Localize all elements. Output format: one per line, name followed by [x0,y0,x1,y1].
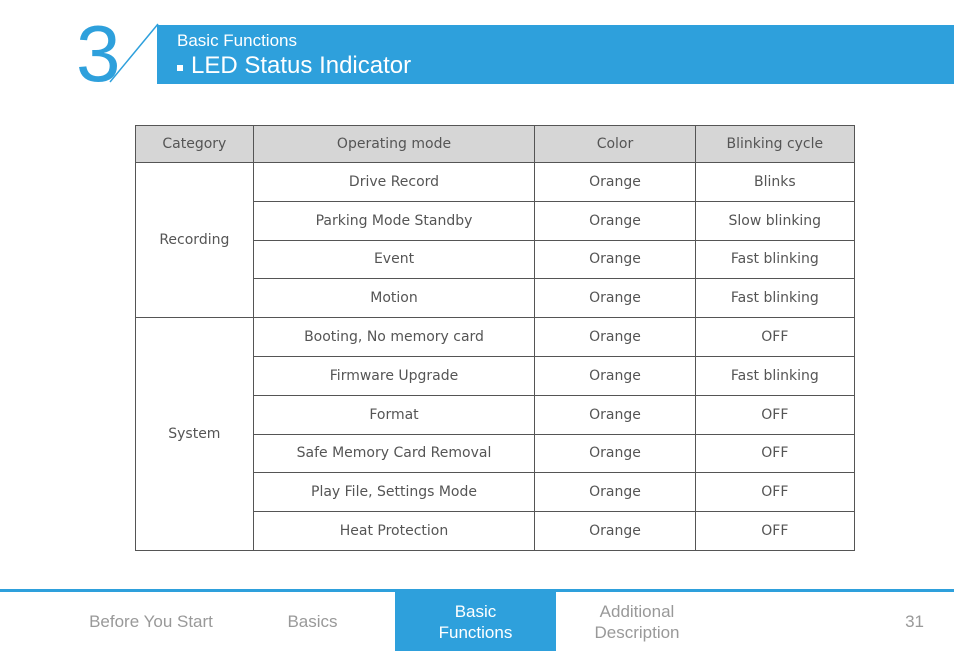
column-header-color: Color [535,126,695,163]
color-cell: Orange [535,279,695,318]
nav-basic-functions[interactable] [395,592,556,651]
mode-cell: Event [253,240,535,279]
section-header-bar [157,25,954,84]
cycle-cell: OFF [695,395,854,434]
nav-before-you-start[interactable] [72,592,230,651]
mode-cell: Format [253,395,535,434]
cycle-cell: OFF [695,434,854,473]
color-cell: Orange [535,473,695,512]
column-header-blinking-cycle: Blinking cycle [695,126,854,163]
mode-cell: Drive Record [253,163,535,202]
color-cell: Orange [535,512,695,551]
page-title-text: LED Status Indicator [191,52,412,79]
column-header-operating-mode: Operating mode [253,126,535,163]
cycle-cell: Slow blinking [695,201,854,240]
bullet-square-icon [177,65,183,71]
chapter-number: 3 [76,9,119,98]
category-cell-recording: Recording [136,163,254,318]
mode-cell: Firmware Upgrade [253,356,535,395]
mode-cell: Play File, Settings Mode [253,473,535,512]
chapter-slash-decoration [108,22,160,84]
nav-label-line1: Basic [454,601,497,621]
mode-cell: Heat Protection [253,512,535,551]
cycle-cell: Fast blinking [695,240,854,279]
nav-additional-description[interactable] [566,592,708,651]
column-header-category: Category [136,126,254,163]
section-label: Basic Functions [177,31,297,50]
nav-label-line1: Additional [599,601,675,621]
cycle-cell: Fast blinking [695,356,854,395]
color-cell: Orange [535,356,695,395]
mode-cell: Booting, No memory card [253,318,535,357]
footer-nav [0,592,954,651]
color-cell: Orange [535,395,695,434]
color-cell: Orange [535,318,695,357]
page-title [177,52,411,80]
page-number: 31 [905,612,924,631]
table-header-row [136,126,855,163]
mode-cell: Parking Mode Standby [253,201,535,240]
color-cell: Orange [535,434,695,473]
nav-label-line2: Description [594,622,680,642]
category-cell-system: System [136,318,254,551]
cycle-cell: Blinks [695,163,854,202]
nav-label: Basics [287,612,338,631]
nav-label [439,601,513,643]
cycle-cell: OFF [695,512,854,551]
table-row [136,163,855,202]
table-row [136,318,855,357]
led-status-table [135,125,855,551]
nav-label-line2: Functions [438,622,513,642]
nav-label [594,601,679,643]
mode-cell: Motion [253,279,535,318]
mode-cell: Safe Memory Card Removal [253,434,535,473]
cycle-cell: OFF [695,318,854,357]
cycle-cell: Fast blinking [695,279,854,318]
color-cell: Orange [535,163,695,202]
cycle-cell: OFF [695,473,854,512]
nav-basics[interactable] [250,592,375,651]
nav-label: Before You Start [89,612,213,631]
color-cell: Orange [535,240,695,279]
color-cell: Orange [535,201,695,240]
